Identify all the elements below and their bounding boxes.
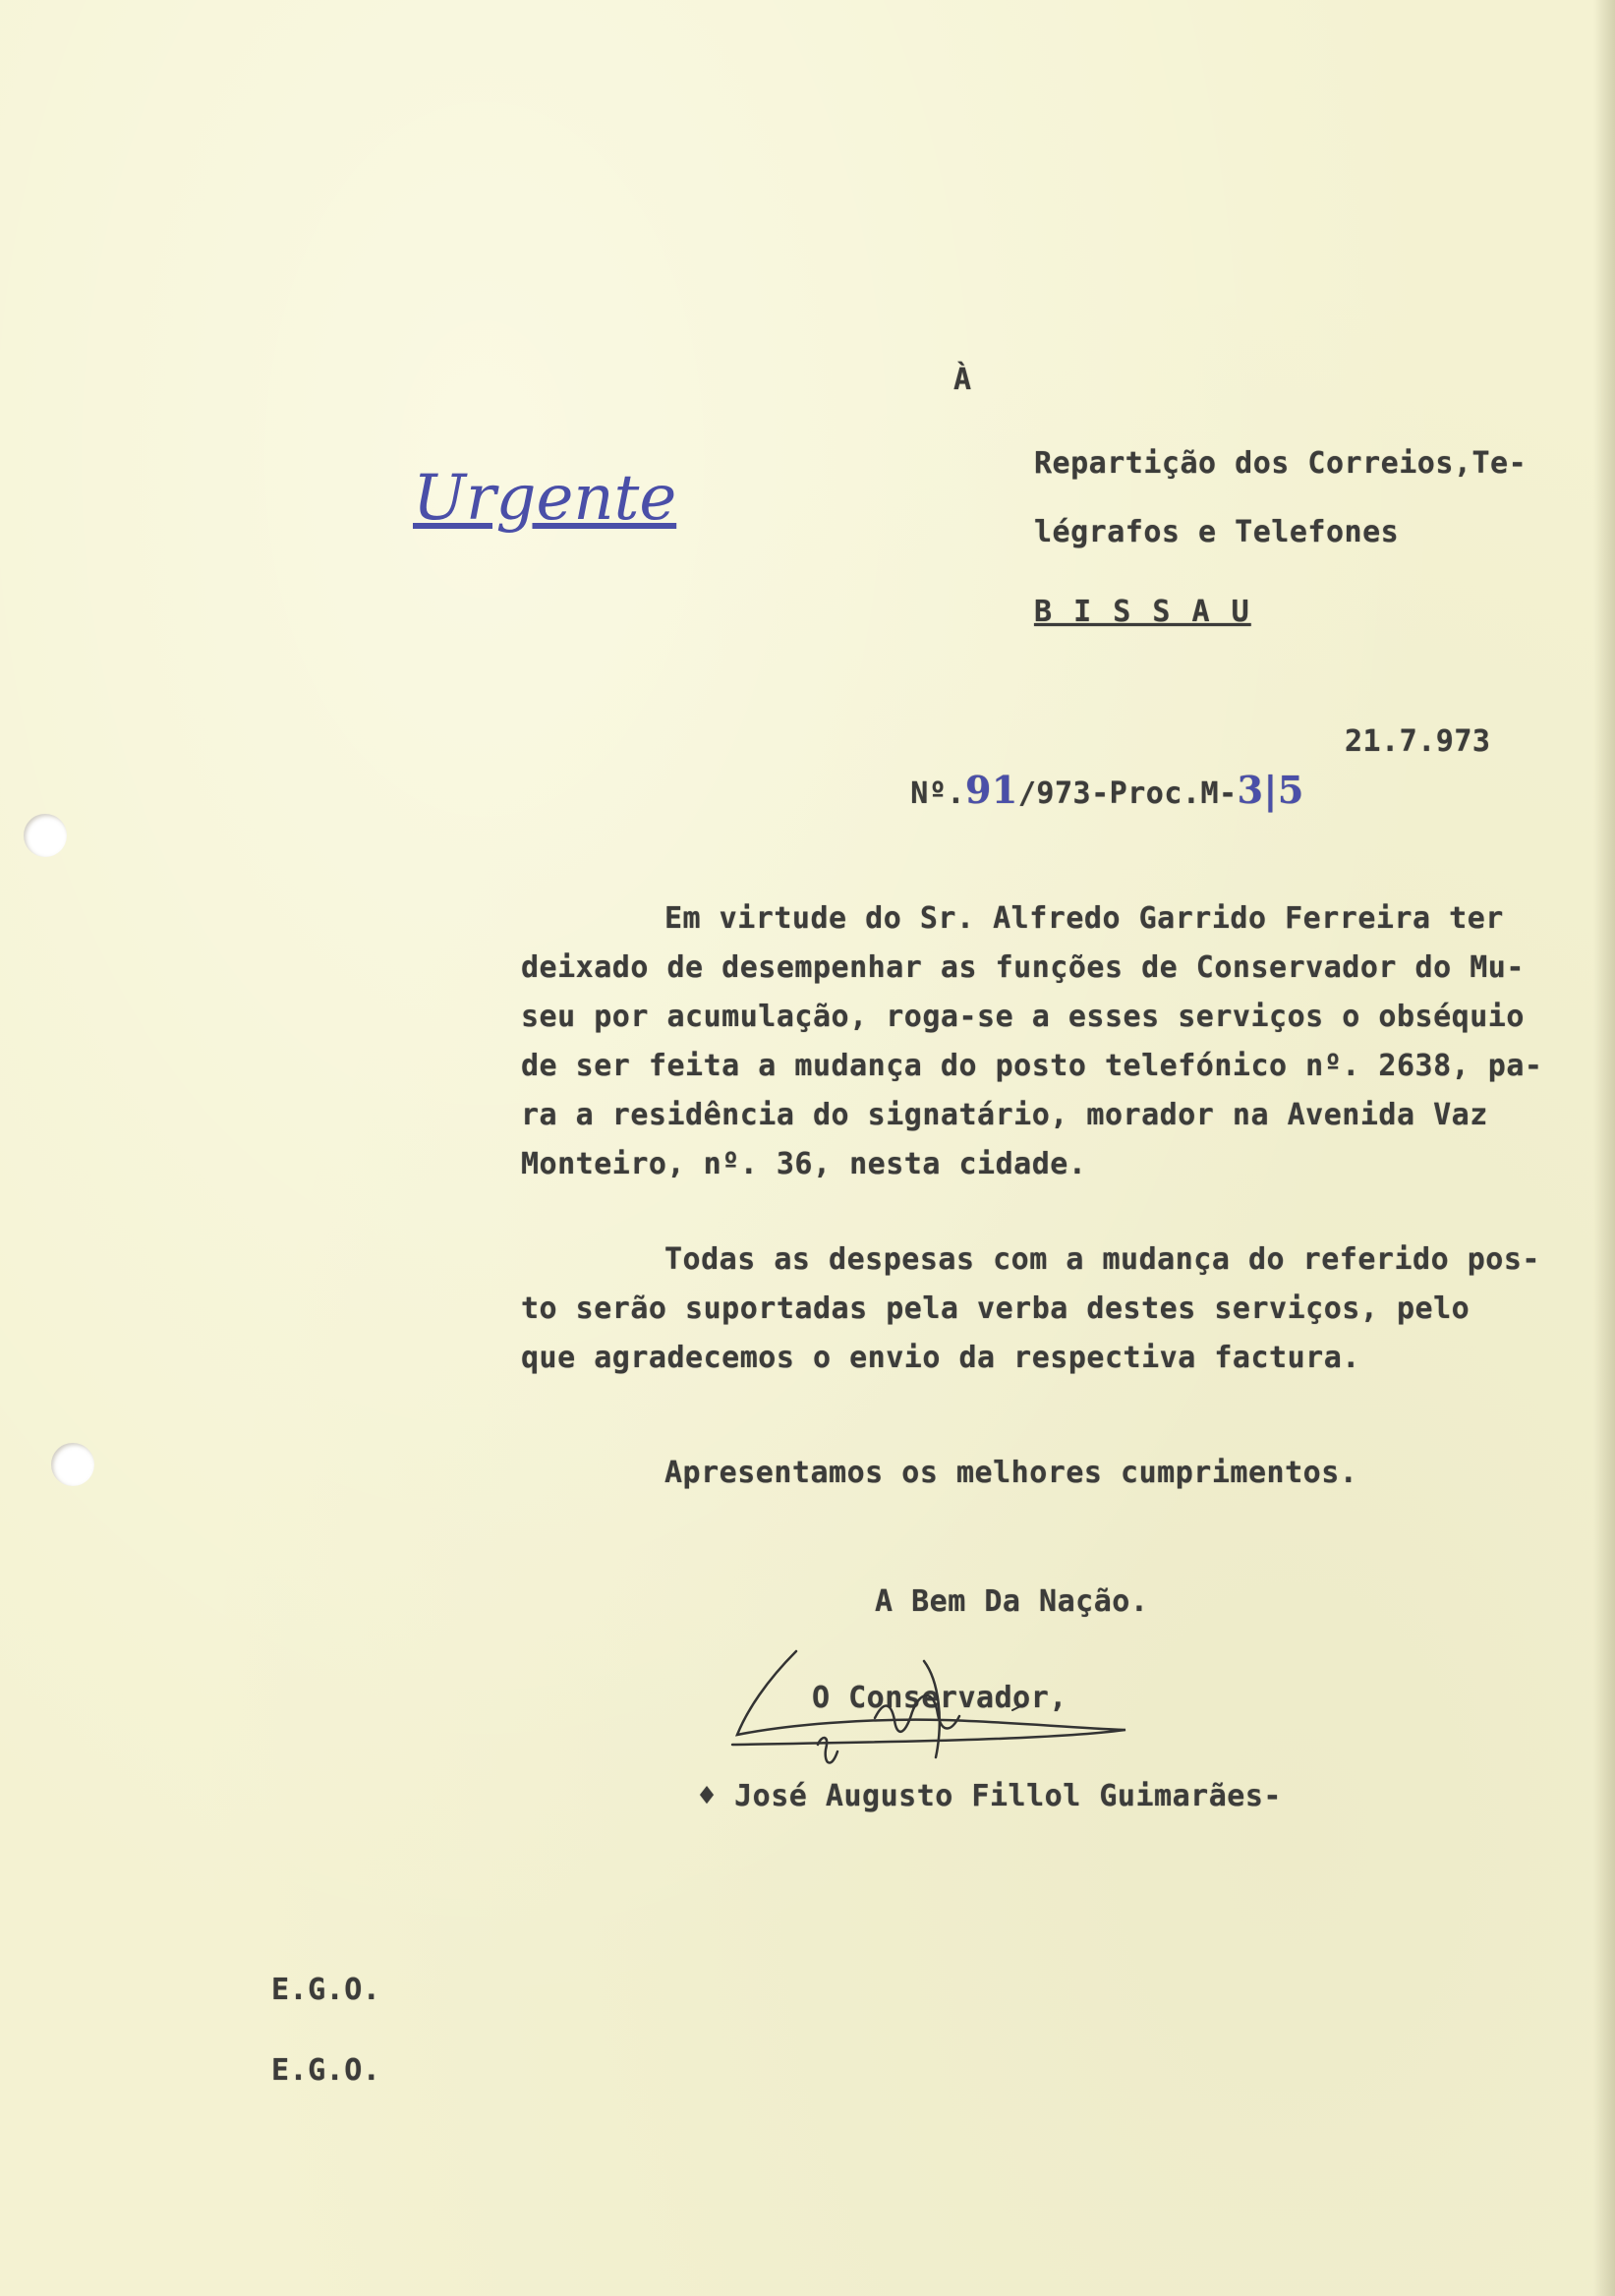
punch-hole-top	[24, 814, 67, 857]
paragraph-1-line-6: Monteiro, nº. 36, nesta cidade.	[521, 1147, 1087, 1181]
paragraph-1-line-2: deixado de desempenhar as funções de Conservador do Mu-	[521, 950, 1525, 985]
reference-prefix: Nº.	[910, 776, 965, 811]
salutation: À	[953, 363, 972, 397]
document-date: 21.7.973	[1345, 724, 1491, 759]
paragraph-2-line-1: Todas as despesas com a mudança do referido pos-	[664, 1242, 1540, 1277]
paragraph-1-line-3: seu por acumulação, roga-se a esses serviços o obséquio	[521, 1000, 1525, 1034]
signer-title: O Conservador,	[812, 1681, 1067, 1715]
punch-hole-bottom	[51, 1443, 94, 1486]
motto: A Bem Da Nação.	[875, 1584, 1149, 1619]
recipient-line-1: Repartição dos Correios,Te-	[1034, 446, 1528, 481]
handwritten-ref-suffix: 3|5	[1237, 768, 1304, 812]
handwritten-ref-number: 91	[964, 768, 1018, 812]
signer-name: ♦ José Augusto Fillol Guimarães-	[698, 1779, 1282, 1813]
paragraph-2-line-2: to serão suportadas pela verba destes serviços, pelo	[521, 1292, 1471, 1326]
handwritten-signature	[727, 1641, 1140, 1789]
footer-line-2: E.G.O.	[271, 2053, 381, 2088]
reference-line	[837, 718, 1304, 866]
footer-line-1: E.G.O.	[271, 1973, 381, 2007]
handwritten-urgent-note: Urgente	[413, 462, 677, 535]
page-edge-shadow	[1593, 0, 1615, 2296]
paragraph-1-line-5: ra a residência do signatário, morador na Avenida Vaz	[521, 1098, 1488, 1132]
reference-middle: /973-Proc.M-	[1017, 776, 1238, 811]
closing-line: Apresentamos os melhores cumprimentos.	[664, 1456, 1358, 1490]
recipient-line-2: légrafos e Telefones	[1034, 515, 1400, 549]
paragraph-1-line-1: Em virtude do Sr. Alfredo Garrido Ferreira ter	[664, 901, 1504, 936]
paragraph-1-line-4: de ser feita a mudança do posto telefónico nº. 2638, pa-	[521, 1049, 1543, 1083]
recipient-city: B I S S A U	[1034, 595, 1251, 629]
paragraph-2-line-3: que agradecemos o envio da respectiva factura.	[521, 1341, 1360, 1375]
